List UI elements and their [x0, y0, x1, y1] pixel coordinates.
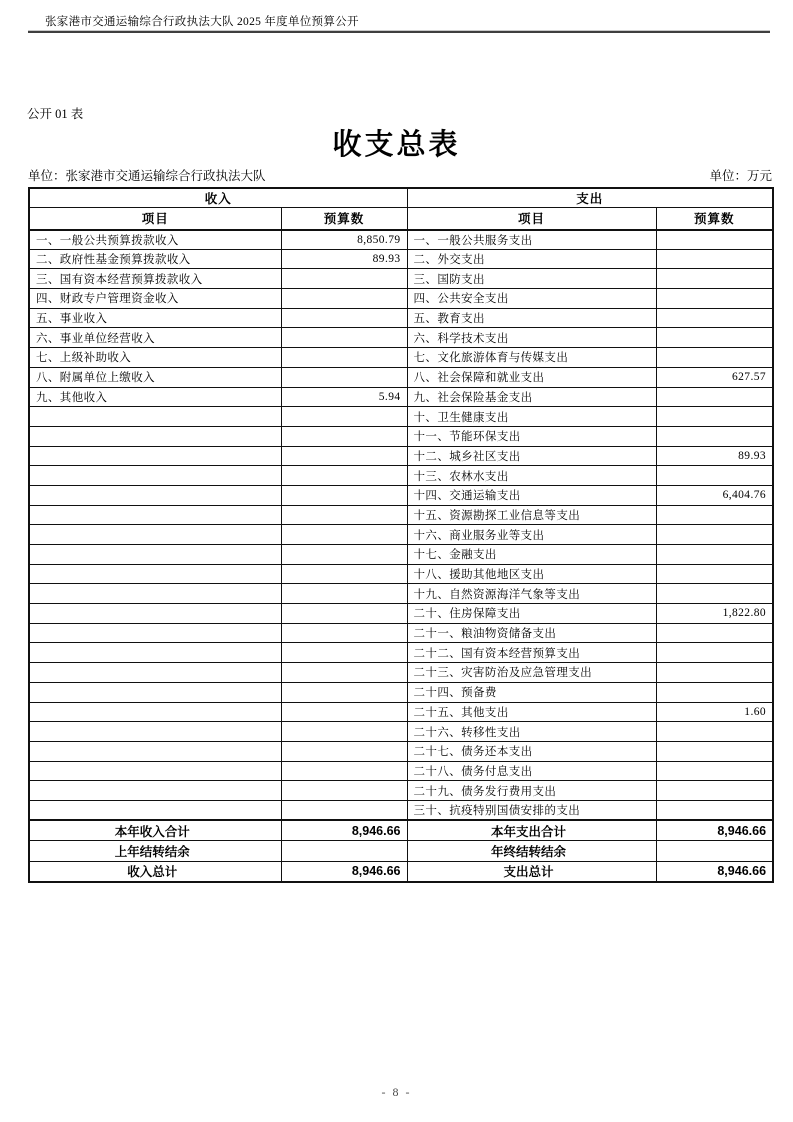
income-budget-column-header: 预算数: [281, 208, 407, 230]
budget-row: [29, 545, 773, 565]
budget-row: [29, 230, 773, 250]
budget-row: [29, 781, 773, 801]
page-title: 收支总表: [332, 129, 461, 161]
income-item-cell: [29, 505, 281, 525]
expense-budget-cell: [656, 328, 773, 348]
expense-budget-cell: 6,404.76: [656, 485, 773, 505]
page-number: - 8 -: [381, 1085, 412, 1099]
income-budget-cell: [281, 308, 407, 328]
income-budget-cell: [281, 682, 407, 702]
expense-item-cell: 三、国防支出: [407, 269, 656, 289]
expense-item-cell: 十一、节能环保支出: [407, 426, 656, 446]
budget-row: [29, 348, 773, 368]
income-budget-cell: [281, 623, 407, 643]
income-item-cell: [29, 663, 281, 683]
income-budget-cell: [281, 348, 407, 368]
expense-item-cell: 十二、城乡社区支出: [407, 446, 656, 466]
income-item-cell: 五、事业收入: [29, 308, 281, 328]
income-budget-cell: [281, 584, 407, 604]
expense-item-cell: 年终结转结余: [407, 841, 656, 862]
table-data-rows: [29, 230, 773, 821]
expense-budget-cell: [656, 761, 773, 781]
expense-budget-cell: 8,946.66: [656, 861, 773, 882]
unit-info-row: [28, 166, 772, 184]
income-item-cell: [29, 800, 281, 820]
expense-item-cell: 二十四、预备费: [407, 682, 656, 702]
income-budget-cell: [281, 328, 407, 348]
income-item-cell: 七、上级补助收入: [29, 348, 281, 368]
expense-budget-cell: [656, 407, 773, 427]
income-item-cell: [29, 702, 281, 722]
section-header-row: [29, 188, 773, 208]
income-item-cell: 三、国有资本经营预算拨款收入: [29, 269, 281, 289]
income-section-header: 收入: [29, 188, 407, 208]
expense-budget-cell: [656, 269, 773, 289]
expense-item-cell: 五、教育支出: [407, 308, 656, 328]
expense-budget-cell: [656, 584, 773, 604]
income-item-cell: 本年收入合计: [29, 820, 281, 841]
budget-row: [29, 722, 773, 742]
expense-item-cell: 三十、抗疫特别国债安排的支出: [407, 800, 656, 820]
income-budget-cell: [281, 289, 407, 309]
expense-budget-cell: [656, 466, 773, 486]
income-budget-cell: [281, 505, 407, 525]
budget-row: [29, 525, 773, 545]
expense-budget-cell: [656, 426, 773, 446]
expense-item-cell: 十九、自然资源海洋气象等支出: [407, 584, 656, 604]
income-item-cell: 九、其他收入: [29, 387, 281, 407]
budget-row: [29, 269, 773, 289]
expense-item-cell: 二十七、债务还本支出: [407, 741, 656, 761]
unit-currency-label: 单位：万元: [709, 169, 772, 183]
budget-row: [29, 682, 773, 702]
income-item-cell: [29, 525, 281, 545]
budget-row: [29, 663, 773, 683]
summary-row: [29, 861, 773, 882]
expense-item-cell: 七、文化旅游体育与传媒支出: [407, 348, 656, 368]
income-item-cell: [29, 407, 281, 427]
income-budget-cell: 5.94: [281, 387, 407, 407]
income-budget-cell: [281, 466, 407, 486]
budget-row: [29, 328, 773, 348]
income-item-cell: [29, 604, 281, 624]
expense-budget-column-header: 预算数: [656, 208, 773, 230]
income-budget-cell: [281, 485, 407, 505]
budget-row: [29, 643, 773, 663]
expense-item-cell: 支出总计: [407, 861, 656, 882]
budget-summary-table: [28, 187, 774, 883]
expense-item-column-header: 项目: [407, 208, 656, 230]
expense-item-cell: 二十八、债务付息支出: [407, 761, 656, 781]
expense-budget-cell: [656, 249, 773, 269]
expense-budget-cell: [656, 663, 773, 683]
expense-budget-cell: [656, 230, 773, 250]
expense-budget-cell: [656, 505, 773, 525]
expense-item-cell: 二十一、粮油物资储备支出: [407, 623, 656, 643]
expense-budget-cell: [656, 623, 773, 643]
income-budget-cell: [281, 564, 407, 584]
table-number-label: 公开 01 表: [27, 107, 84, 121]
income-budget-cell: 89.93: [281, 249, 407, 269]
expense-item-cell: 十、卫生健康支出: [407, 407, 656, 427]
expense-item-cell: 二十、住房保障支出: [407, 604, 656, 624]
expense-budget-cell: [656, 525, 773, 545]
budget-row: [29, 623, 773, 643]
income-budget-cell: 8,946.66: [281, 820, 407, 841]
expense-item-cell: 二十九、债务发行费用支出: [407, 781, 656, 801]
income-budget-cell: [281, 761, 407, 781]
expense-budget-cell: [656, 800, 773, 820]
expense-budget-cell: [656, 643, 773, 663]
income-item-cell: 八、附属单位上缴收入: [29, 367, 281, 387]
income-item-cell: [29, 722, 281, 742]
expense-item-cell: 二十六、转移性支出: [407, 722, 656, 742]
expense-budget-cell: [656, 387, 773, 407]
budget-row: [29, 367, 773, 387]
income-item-cell: 一、一般公共预算拨款收入: [29, 230, 281, 250]
expense-section-header: 支出: [407, 188, 773, 208]
expense-item-cell: 十六、商业服务业等支出: [407, 525, 656, 545]
income-item-cell: [29, 446, 281, 466]
expense-item-cell: 本年支出合计: [407, 820, 656, 841]
expense-item-cell: 八、社会保障和就业支出: [407, 367, 656, 387]
income-budget-cell: [281, 525, 407, 545]
income-item-cell: [29, 781, 281, 801]
budget-row: [29, 702, 773, 722]
expense-budget-cell: [656, 781, 773, 801]
expense-item-cell: 二十三、灾害防治及应急管理支出: [407, 663, 656, 683]
income-item-cell: 上年结转结余: [29, 841, 281, 862]
expense-item-cell: 一、一般公共服务支出: [407, 230, 656, 250]
column-header-row: [29, 208, 773, 230]
income-budget-cell: [281, 741, 407, 761]
expense-item-cell: 十五、资源勘探工业信息等支出: [407, 505, 656, 525]
income-budget-cell: [281, 367, 407, 387]
expense-budget-cell: 8,946.66: [656, 820, 773, 841]
income-item-cell: 二、政府性基金预算拨款收入: [29, 249, 281, 269]
expense-budget-cell: 89.93: [656, 446, 773, 466]
income-item-cell: [29, 584, 281, 604]
budget-row: [29, 604, 773, 624]
budget-row: [29, 426, 773, 446]
document-header-title: 张家港市交通运输综合行政执法大队 2025 年度单位预算公开: [45, 16, 359, 28]
income-item-cell: [29, 741, 281, 761]
income-budget-cell: [281, 800, 407, 820]
expense-budget-cell: 1,822.80: [656, 604, 773, 624]
expense-item-cell: 六、科学技术支出: [407, 328, 656, 348]
expense-budget-cell: [656, 722, 773, 742]
expense-budget-cell: [656, 545, 773, 565]
income-budget-cell: [281, 663, 407, 683]
income-item-cell: [29, 545, 281, 565]
income-item-cell: [29, 485, 281, 505]
income-item-cell: [29, 643, 281, 663]
income-budget-cell: [281, 781, 407, 801]
expense-budget-cell: [656, 741, 773, 761]
expense-budget-cell: 627.57: [656, 367, 773, 387]
income-item-cell: [29, 682, 281, 702]
expense-item-cell: 十八、援助其他地区支出: [407, 564, 656, 584]
expense-item-cell: 二十五、其他支出: [407, 702, 656, 722]
income-budget-cell: [281, 426, 407, 446]
budget-row: [29, 584, 773, 604]
summary-row: [29, 841, 773, 862]
budget-row: [29, 741, 773, 761]
income-budget-cell: [281, 446, 407, 466]
unit-name-label: 单位：张家港市交通运输综合行政执法大队: [28, 169, 266, 183]
expense-item-cell: 十七、金融支出: [407, 545, 656, 565]
budget-row: [29, 407, 773, 427]
expense-budget-cell: [656, 841, 773, 862]
expense-item-cell: 二、外交支出: [407, 249, 656, 269]
budget-row: [29, 564, 773, 584]
table-head: [29, 188, 773, 230]
expense-budget-cell: [656, 564, 773, 584]
expense-item-cell: 四、公共安全支出: [407, 289, 656, 309]
expense-item-cell: 九、社会保险基金支出: [407, 387, 656, 407]
budget-row: [29, 249, 773, 269]
income-item-cell: [29, 564, 281, 584]
budget-row: [29, 761, 773, 781]
income-budget-cell: [281, 702, 407, 722]
income-budget-cell: [281, 269, 407, 289]
income-item-cell: [29, 466, 281, 486]
income-item-cell: [29, 623, 281, 643]
table-summary-rows: [29, 820, 773, 882]
income-item-column-header: 项目: [29, 208, 281, 230]
income-item-cell: 四、财政专户管理资金收入: [29, 289, 281, 309]
expense-item-cell: 二十二、国有资本经营预算支出: [407, 643, 656, 663]
expense-budget-cell: [656, 682, 773, 702]
expense-item-cell: 十三、农林水支出: [407, 466, 656, 486]
budget-row: [29, 308, 773, 328]
income-budget-cell: [281, 604, 407, 624]
expense-budget-cell: [656, 289, 773, 309]
income-item-cell: [29, 426, 281, 446]
expense-item-cell: 十四、交通运输支出: [407, 485, 656, 505]
header-divider-line: [28, 30, 770, 33]
budget-row: [29, 387, 773, 407]
income-budget-cell: [281, 545, 407, 565]
income-item-cell: [29, 761, 281, 781]
income-budget-cell: [281, 841, 407, 862]
budget-row: [29, 505, 773, 525]
income-budget-cell: [281, 643, 407, 663]
budget-row: [29, 289, 773, 309]
income-budget-cell: [281, 407, 407, 427]
expense-budget-cell: [656, 348, 773, 368]
income-budget-cell: 8,850.79: [281, 230, 407, 250]
income-budget-cell: 8,946.66: [281, 861, 407, 882]
budget-row: [29, 446, 773, 466]
summary-row: [29, 820, 773, 841]
income-item-cell: 收入总计: [29, 861, 281, 882]
income-item-cell: 六、事业单位经营收入: [29, 328, 281, 348]
expense-budget-cell: 1.60: [656, 702, 773, 722]
budget-row: [29, 800, 773, 820]
expense-budget-cell: [656, 308, 773, 328]
budget-row: [29, 466, 773, 486]
budget-row: [29, 485, 773, 505]
income-budget-cell: [281, 722, 407, 742]
